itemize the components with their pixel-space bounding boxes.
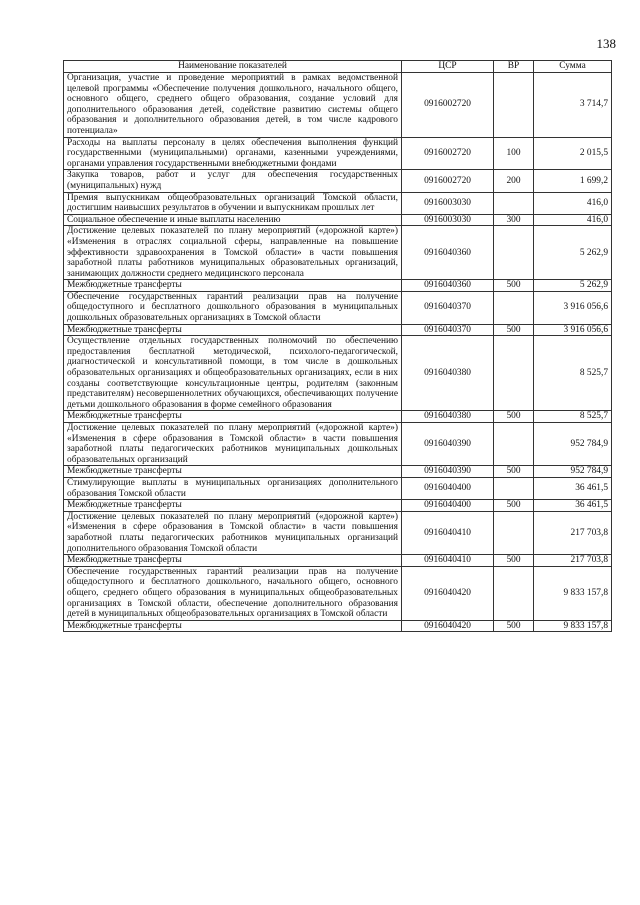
row-sum-cell: 5 262,9 (534, 226, 612, 280)
table-row (64, 170, 612, 192)
row-name-cell: Достижение целевых показателей по плану мероприятий («дорожной карте») «Изменения в сфере образования в Томской области» в части повышения заработной платы педагогических работников муниципальных организаций дополнительного образования Томской области (64, 511, 402, 554)
row-csr-cell: 0916003030 (402, 214, 494, 226)
row-vr-cell: 500 (494, 324, 534, 336)
row-name-cell: Межбюджетные трансферты (64, 324, 402, 336)
row-name-cell: Стимулирующие выплаты в муниципальных организациях дополнительного образования Томской области (64, 477, 402, 499)
row-sum-cell: 3 916 056,6 (534, 324, 612, 336)
row-name-cell: Межбюджетные трансферты (64, 280, 402, 292)
row-vr-cell (494, 566, 534, 620)
row-vr-cell (494, 477, 534, 499)
row-csr-cell: 0916003030 (402, 192, 494, 214)
row-name-cell: Организация, участие и проведение мероприятий в рамках ведомственной целевой программы «Обеспечение получения дошкольного, начального общего, основного общего, среднего общего образования, создание условий для дополнительного образования детей, содействие развитию системы общего образования и дополнительного образования детей, в том числе кадрового потенциала» (64, 73, 402, 138)
row-sum-cell: 8 525,7 (534, 336, 612, 411)
table-row (64, 423, 612, 466)
row-name-cell: Межбюджетные трансферты (64, 500, 402, 512)
row-csr-cell: 0916040400 (402, 477, 494, 499)
row-name-cell: Достижение целевых показателей по плану мероприятий («дорожной карте») «Изменения в сфере образования в Томской области» в части повышения заработной платы педагогических работников муниципальных дошкольных образовательных организаций (64, 423, 402, 466)
row-vr-cell (494, 336, 534, 411)
row-vr-cell: 500 (494, 555, 534, 567)
table-row (64, 226, 612, 280)
row-sum-cell: 3 916 056,6 (534, 291, 612, 324)
column-header-vr: ВР (494, 61, 534, 73)
table-row (64, 566, 612, 620)
row-csr-cell: 0916040400 (402, 500, 494, 512)
row-sum-cell: 5 262,9 (534, 280, 612, 292)
row-sum-cell: 952 784,9 (534, 466, 612, 478)
table-row (64, 620, 612, 632)
column-header-name: Наименование показателей (64, 61, 402, 73)
row-name-cell: Обеспечение государственных гарантий реализации прав на получение общедоступного и бесплатного дошкольного, начального общего, основного общего, среднего общего образования в муниципальных общеобразовательных организациях в Томской области, обеспечение дополнительного образования детей в муниципальных общеобразовательных организациях в Томской области (64, 566, 402, 620)
table-header-row (64, 61, 612, 73)
table-row (64, 73, 612, 138)
row-sum-cell: 8 525,7 (534, 411, 612, 423)
table-row (64, 291, 612, 324)
row-name-cell: Обеспечение государственных гарантий реализации прав на получение общедоступного и бесплатного дошкольного образования в муниципальных дошкольных образовательных организациях в Томской области (64, 291, 402, 324)
row-vr-cell (494, 423, 534, 466)
row-sum-cell: 416,0 (534, 214, 612, 226)
row-name-cell: Закупка товаров, работ и услуг для обеспечения государственных (муниципальных) нужд (64, 170, 402, 192)
row-csr-cell: 0916040410 (402, 555, 494, 567)
row-csr-cell: 0916040360 (402, 226, 494, 280)
row-vr-cell: 100 (494, 137, 534, 170)
table-row (64, 555, 612, 567)
row-csr-cell: 0916040380 (402, 411, 494, 423)
table-body (64, 73, 612, 632)
table-row (64, 477, 612, 499)
row-vr-cell: 500 (494, 466, 534, 478)
row-sum-cell: 36 461,5 (534, 500, 612, 512)
row-csr-cell: 0916040380 (402, 336, 494, 411)
row-csr-cell: 0916040410 (402, 511, 494, 554)
table-row (64, 324, 612, 336)
table-row (64, 500, 612, 512)
table-row (64, 280, 612, 292)
row-sum-cell: 36 461,5 (534, 477, 612, 499)
row-vr-cell: 500 (494, 500, 534, 512)
page-number: 138 (596, 36, 616, 51)
row-csr-cell: 0916002720 (402, 73, 494, 138)
row-name-cell: Межбюджетные трансферты (64, 411, 402, 423)
row-csr-cell: 0916002720 (402, 170, 494, 192)
row-sum-cell: 3 714,7 (534, 73, 612, 138)
row-sum-cell: 416,0 (534, 192, 612, 214)
row-vr-cell (494, 226, 534, 280)
row-vr-cell (494, 73, 534, 138)
row-vr-cell: 500 (494, 411, 534, 423)
row-name-cell: Расходы на выплаты персоналу в целях обеспечения выполнения функций государственными (муниципальными) органами, казенными учреждениями, органами управления государственными внебюджетными фондами (64, 137, 402, 170)
table-row (64, 336, 612, 411)
table-row (64, 192, 612, 214)
table-row (64, 511, 612, 554)
row-name-cell: Премия выпускникам общеобразовательных организаций Томской области, достигшим наивысших результатов в обучении и выпускникам прошлых лет (64, 192, 402, 214)
row-name-cell: Межбюджетные трансферты (64, 555, 402, 567)
row-name-cell: Межбюджетные трансферты (64, 620, 402, 632)
row-name-cell: Межбюджетные трансферты (64, 466, 402, 478)
row-csr-cell: 0916040420 (402, 620, 494, 632)
row-vr-cell: 500 (494, 280, 534, 292)
row-name-cell: Социальное обеспечение и иные выплаты населению (64, 214, 402, 226)
row-csr-cell: 0916040370 (402, 291, 494, 324)
column-header-sum: Сумма (534, 61, 612, 73)
row-sum-cell: 217 703,8 (534, 555, 612, 567)
row-vr-cell (494, 192, 534, 214)
table-row (64, 137, 612, 170)
table-row (64, 466, 612, 478)
row-sum-cell: 952 784,9 (534, 423, 612, 466)
row-vr-cell (494, 291, 534, 324)
row-csr-cell: 0916040420 (402, 566, 494, 620)
row-csr-cell: 0916040370 (402, 324, 494, 336)
table-row (64, 214, 612, 226)
row-vr-cell: 300 (494, 214, 534, 226)
row-sum-cell: 9 833 157,8 (534, 620, 612, 632)
row-vr-cell: 200 (494, 170, 534, 192)
row-csr-cell: 0916040390 (402, 423, 494, 466)
row-vr-cell: 500 (494, 620, 534, 632)
row-vr-cell (494, 511, 534, 554)
row-sum-cell: 217 703,8 (534, 511, 612, 554)
row-name-cell: Достижение целевых показателей по плану мероприятий («дорожной карте») «Изменения в отраслях социальной сферы, направленные на повышение эффективности здравоохранения в Томской области» в части повышения заработной платы работников муниципальных образовательных организаций, занимающих должности среднего медицинского персонала (64, 226, 402, 280)
row-name-cell: Осуществление отдельных государственных полномочий по обеспечению предоставления бесплатной методической, психолого-педагогической, диагностической и консультативной помощи, в том числе в дошкольных образовательных организациях и общеобразовательных организациях, если в них созданы соответствующие консультационные центры, родителям (законным представителям) несовершеннолетних обучающихся, обеспечивающих получение детьми дошкольного образования в форме семейного образования (64, 336, 402, 411)
row-sum-cell: 9 833 157,8 (534, 566, 612, 620)
table-row (64, 411, 612, 423)
budget-table (63, 60, 612, 632)
row-csr-cell: 0916040360 (402, 280, 494, 292)
column-header-csr: ЦСР (402, 61, 494, 73)
row-csr-cell: 0916002720 (402, 137, 494, 170)
row-sum-cell: 2 015,5 (534, 137, 612, 170)
row-csr-cell: 0916040390 (402, 466, 494, 478)
row-sum-cell: 1 699,2 (534, 170, 612, 192)
